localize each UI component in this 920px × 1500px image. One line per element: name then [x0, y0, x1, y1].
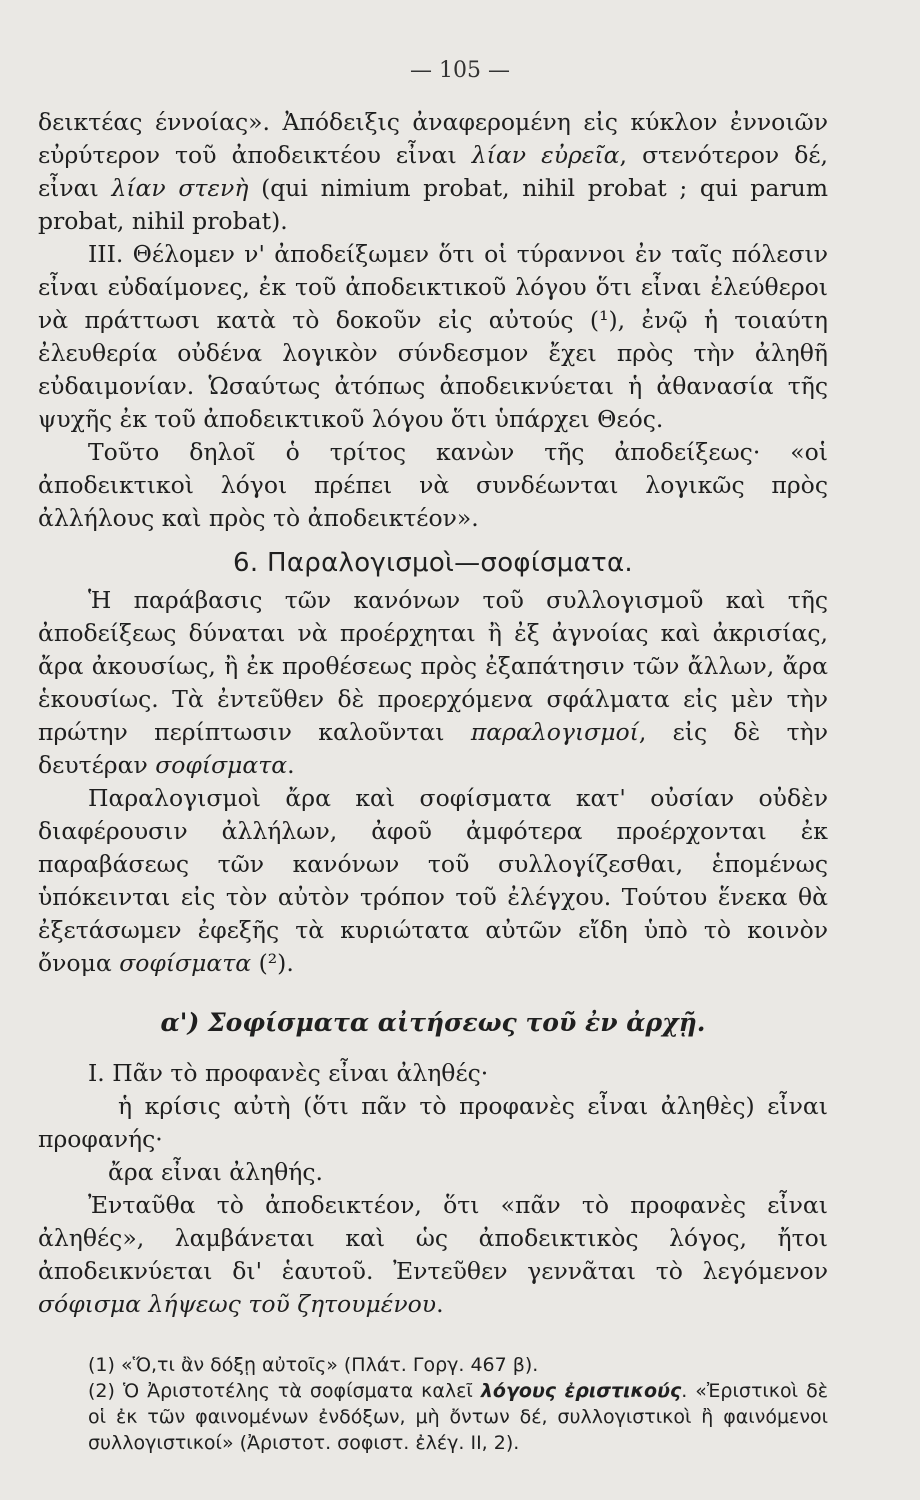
footnote-1: (1) «Ὅ,τι ἂν δόξῃ αὐτοῖς» (Πλάτ. Γοργ. 467 β).: [88, 1354, 539, 1376]
italic-run: παραλογισμοί: [470, 718, 639, 746]
paragraph-4: [38, 782, 828, 980]
text-run: (qui nimium probat, nihil probat ; qui parum probat, nihil probat).: [38, 174, 828, 235]
text-run: , εἰς δὲ τὴν δευτέραν: [38, 718, 828, 779]
syllogism-conclusion: ἄρα εἶναι ἀληθής.: [108, 1158, 323, 1186]
text-run: Ἐνταῦθα τὸ ἀποδεικτέον, ὅτι «πᾶν τὸ προφανὲς εἶναι ἀληθές», λαμβάνεται καὶ ὡς ἀποδεικτικὸς λόγος, ἤτοι ἀποδεικνύεται δι' ἑαυτοῦ. Ἐντεῦθεν γεννᾶται τὸ λεγόμενον: [38, 1191, 828, 1285]
text-run: Ἡ παράβασις τῶν κανόνων τοῦ συλλογισμοῦ καὶ τῆς ἀποδείξεως δύναται νὰ προέρχηται ἢ ἐξ ἀγνοίας καὶ ἀκρισίας, ἄρα ἀκουσίως, ἢ ἐκ προθέσεως πρὸς ἐξαπάτησιν τῶν ἄλλων, ἄρα ἑκουσίως. Τὰ ἐντεῦθεν δὲ προερχόμενα σφάλματα εἰς μὲν τὴν πρώτην περίπτωσιν καλοῦνται: [38, 586, 828, 746]
section-title: 6. Παραλογισμοὶ—σοφίσματα.: [233, 548, 633, 578]
italic-run: λίαν εὐρεῖα: [471, 141, 620, 169]
syllogism-premise-1: I. Πᾶν τὸ προφανὲς εἶναι ἀληθές·: [88, 1059, 489, 1087]
page-number: — 105 —: [410, 58, 510, 83]
paragraph-2: Τοῦτο δηλοῖ ὁ τρίτος κανὼν τῆς ἀποδείξεως· «οἱ ἀποδεικτικοὶ λόγοι πρέπει νὰ συνδέωνται λογικῶς πρὸς ἀλλήλους καὶ πρὸς τὸ ἀποδεικτέον».: [38, 438, 828, 532]
italic-run: σοφίσματα: [155, 751, 288, 779]
text-run: (2) Ὁ Ἀριστοτέλης τὰ σοφίσματα καλεῖ: [88, 1380, 481, 1402]
text-run: .: [287, 751, 295, 779]
footnote-2: [88, 1378, 828, 1456]
bold-italic-run: λόγους ἐριστικούς: [480, 1380, 682, 1402]
paragraph-1: III. Θέλομεν ν' ἀποδείξωμεν ὅτι οἱ τύραννοι ἐν ταῖς πόλεσιν εἶναι εὐδαίμονες, ἐκ τοῦ ἀποδεικτικοῦ λόγου ὅτι εἶναι ἐλεύθεροι νὰ πράττωσι κατὰ τὸ δοκοῦν εἰς αὐτούς (¹), ἐνῷ ἡ τοιαύτη ἐλευθερία οὐδένα λογικὸν σύνδεσμον ἔχει πρὸς τὴν ἀληθῆ εὐδαιμονίαν. Ὡσαύτως ἀτόπως ἀποδεικνύεται ἡ ἀθανασία τῆς ψυχῆς ἐκ τοῦ ἀποδεικτικοῦ λόγου ὅτι ὑπάρχει Θεός.: [38, 240, 828, 433]
paragraph-3: [38, 584, 828, 782]
italic-run: λίαν στενὴ: [111, 174, 249, 202]
italic-run: σοφίσματα: [119, 949, 252, 977]
syllogism-premise-2: ἡ κρίσις αὐτὴ (ὅτι πᾶν τὸ προφανὲς εἶναι ἀληθὲς) εἶναι προφανής·: [38, 1092, 828, 1153]
main-text: [38, 106, 828, 1321]
text-run: . «Ἐριστικοὶ δὲ οἱ ἐκ τῶν φαινομένων ἐνδόξων, μὴ ὄντων δέ, συλλογιστικοὶ ἢ φαινόμενοι συλλογιστικοί» (Ἀριστοτ. σοφιστ. ἐλέγ. II, 2).: [88, 1380, 828, 1454]
subsection-title: α') Σοφίσματα αἰτήσεως τοῦ ἐν ἀρχῇ.: [160, 1008, 706, 1037]
italic-run: σόφισμα λήψεως τοῦ ζητουμένου: [38, 1290, 437, 1318]
text-run: .: [436, 1290, 444, 1318]
paragraph-8: [38, 1189, 828, 1321]
text-run: Παραλογισμοὶ ἄρα καὶ σοφίσματα κατ' οὐσίαν οὐδὲν διαφέρουσιν ἀλλήλων, ἀφοῦ ἀμφότερα προέρχονται ἐκ παραβάσεως τῶν κανόνων τοῦ συλλογίζεσθαι, ἑπομένως ὑπόκεινται εἰς τὸν αὐτὸν τρόπον τοῦ ἐλέγχου. Τούτου ἕνεκα θὰ ἐξετάσωμεν ἐφεξῆς τὰ κυριώτατα αὐτῶν εἴδη ὑπὸ τὸ κοινὸν ὄνομα: [38, 784, 828, 977]
text-run: δεικτέας έννοίας». Ἀπόδειξις ἀναφερομένη εἰς κύκλον ἐννοιῶν εὐρύτερον τοῦ ἀποδεικτέου εἶναι: [38, 108, 828, 169]
text-run: , στενότερον δέ, εἶναι: [38, 141, 829, 202]
paragraph-0: [38, 106, 828, 238]
text-run: (²).: [251, 949, 294, 977]
